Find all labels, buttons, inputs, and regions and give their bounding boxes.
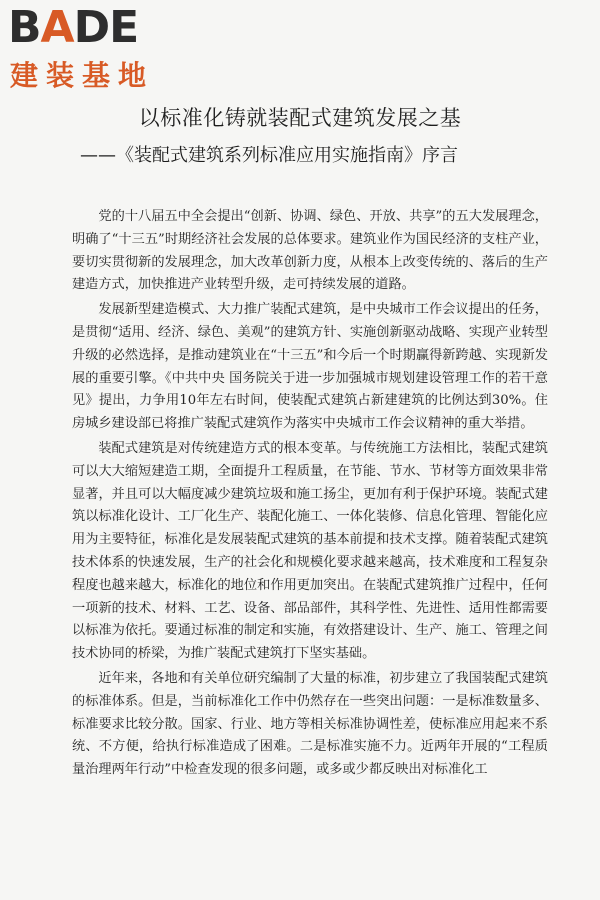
logo-wordmark (8, 2, 139, 53)
paragraph: 装配式建筑是对传统建造方式的根本变革。与传统施工方法相比，装配式建筑可以大大缩短建造工期，全面提升工程质量，在节能、节水、节材等方面效果非常显著，并且可以大幅度减少建筑垃圾和施工扬尘，更加有利于保护环境。装配式建筑以标准化设计、工厂化生产、装配化施工、一体化装修、信息化管理、智能化应用为主要特征，标准化是发展装配式建筑的基本前提和技术支撑。随着装配式建筑技术体系的快速发展，生产的社会化和规模化要求越来越高，技术难度和工程复杂程度也越来越大，标准化的地位和作用更加突出。在装配式建筑推广过程中，任何一项新的技术、材料、工艺、设备、部品部件，其科学性、先进性、适用性都需要以标准为依托。要通过标准的制定和实施，有效搭建设计、生产、施工、管理之间技术协同的桥梁，为推广装配式建筑打下坚实基础。 (72, 440, 548, 662)
document-subtitle: ——《装配式建筑系列标准应用实施指南》序言 (80, 145, 458, 166)
paragraph: 发展新型建造模式、大力推广装配式建筑，是中央城市工作会议提出的任务，是贯彻“适用、经济、绿色、美观”的建筑方针、实施创新驱动战略、实现产业转型升级的必然选择，是推动建筑业在“十三五”和今后一个时期赢得新跨越、实现新发展的重要引擎。《中共中央 国务院关于进一步加强城市规划建设管理工作的若干意见》提出，力争用10年左右时间，使装配式建筑占新建建筑的比例达到30%。住房城乡建设部已将推广装配式建筑作为落实中央城市工作会议精神的重大举措。 (72, 302, 548, 432)
paragraph: 党的十八届五中全会提出“创新、协调、绿色、开放、共享”的五大发展理念，明确了“十三五”时期经济社会发展的总体要求。建筑业作为国民经济的支柱产业，要切实贯彻新的发展理念，加大改革创新力度，从根本上改变传统的、落后的生产建造方式，加快推进产业转型升级，走可持续发展的道路。 (72, 209, 548, 293)
logo-letter-b: B (8, 2, 41, 53)
document-title: 以标准化铸就装配式建筑发展之基 (138, 106, 462, 130)
document-body (72, 206, 548, 784)
bade-logo (8, 2, 198, 94)
paragraph: 近年来，各地和有关单位研究编制了大量的标准，初步建立了我国装配式建筑的标准体系。但是，当前标准化工作中仍然存在一些突出问题：一是标准数量多、标准要求比较分散。国家、行业、地方等相关标准协调性差，使标准应用起来不系统、不方便，给执行标准造成了困难。二是标准实施不力。近两年开展的“工程质量治理两年行动”中检查发现的很多问题，或多或少都反映出对标准化工 (72, 670, 548, 778)
logo-letters-de: DE (73, 2, 139, 53)
logo-subtitle: 建装基地 (10, 59, 155, 92)
logo-letter-a: A (40, 2, 74, 53)
